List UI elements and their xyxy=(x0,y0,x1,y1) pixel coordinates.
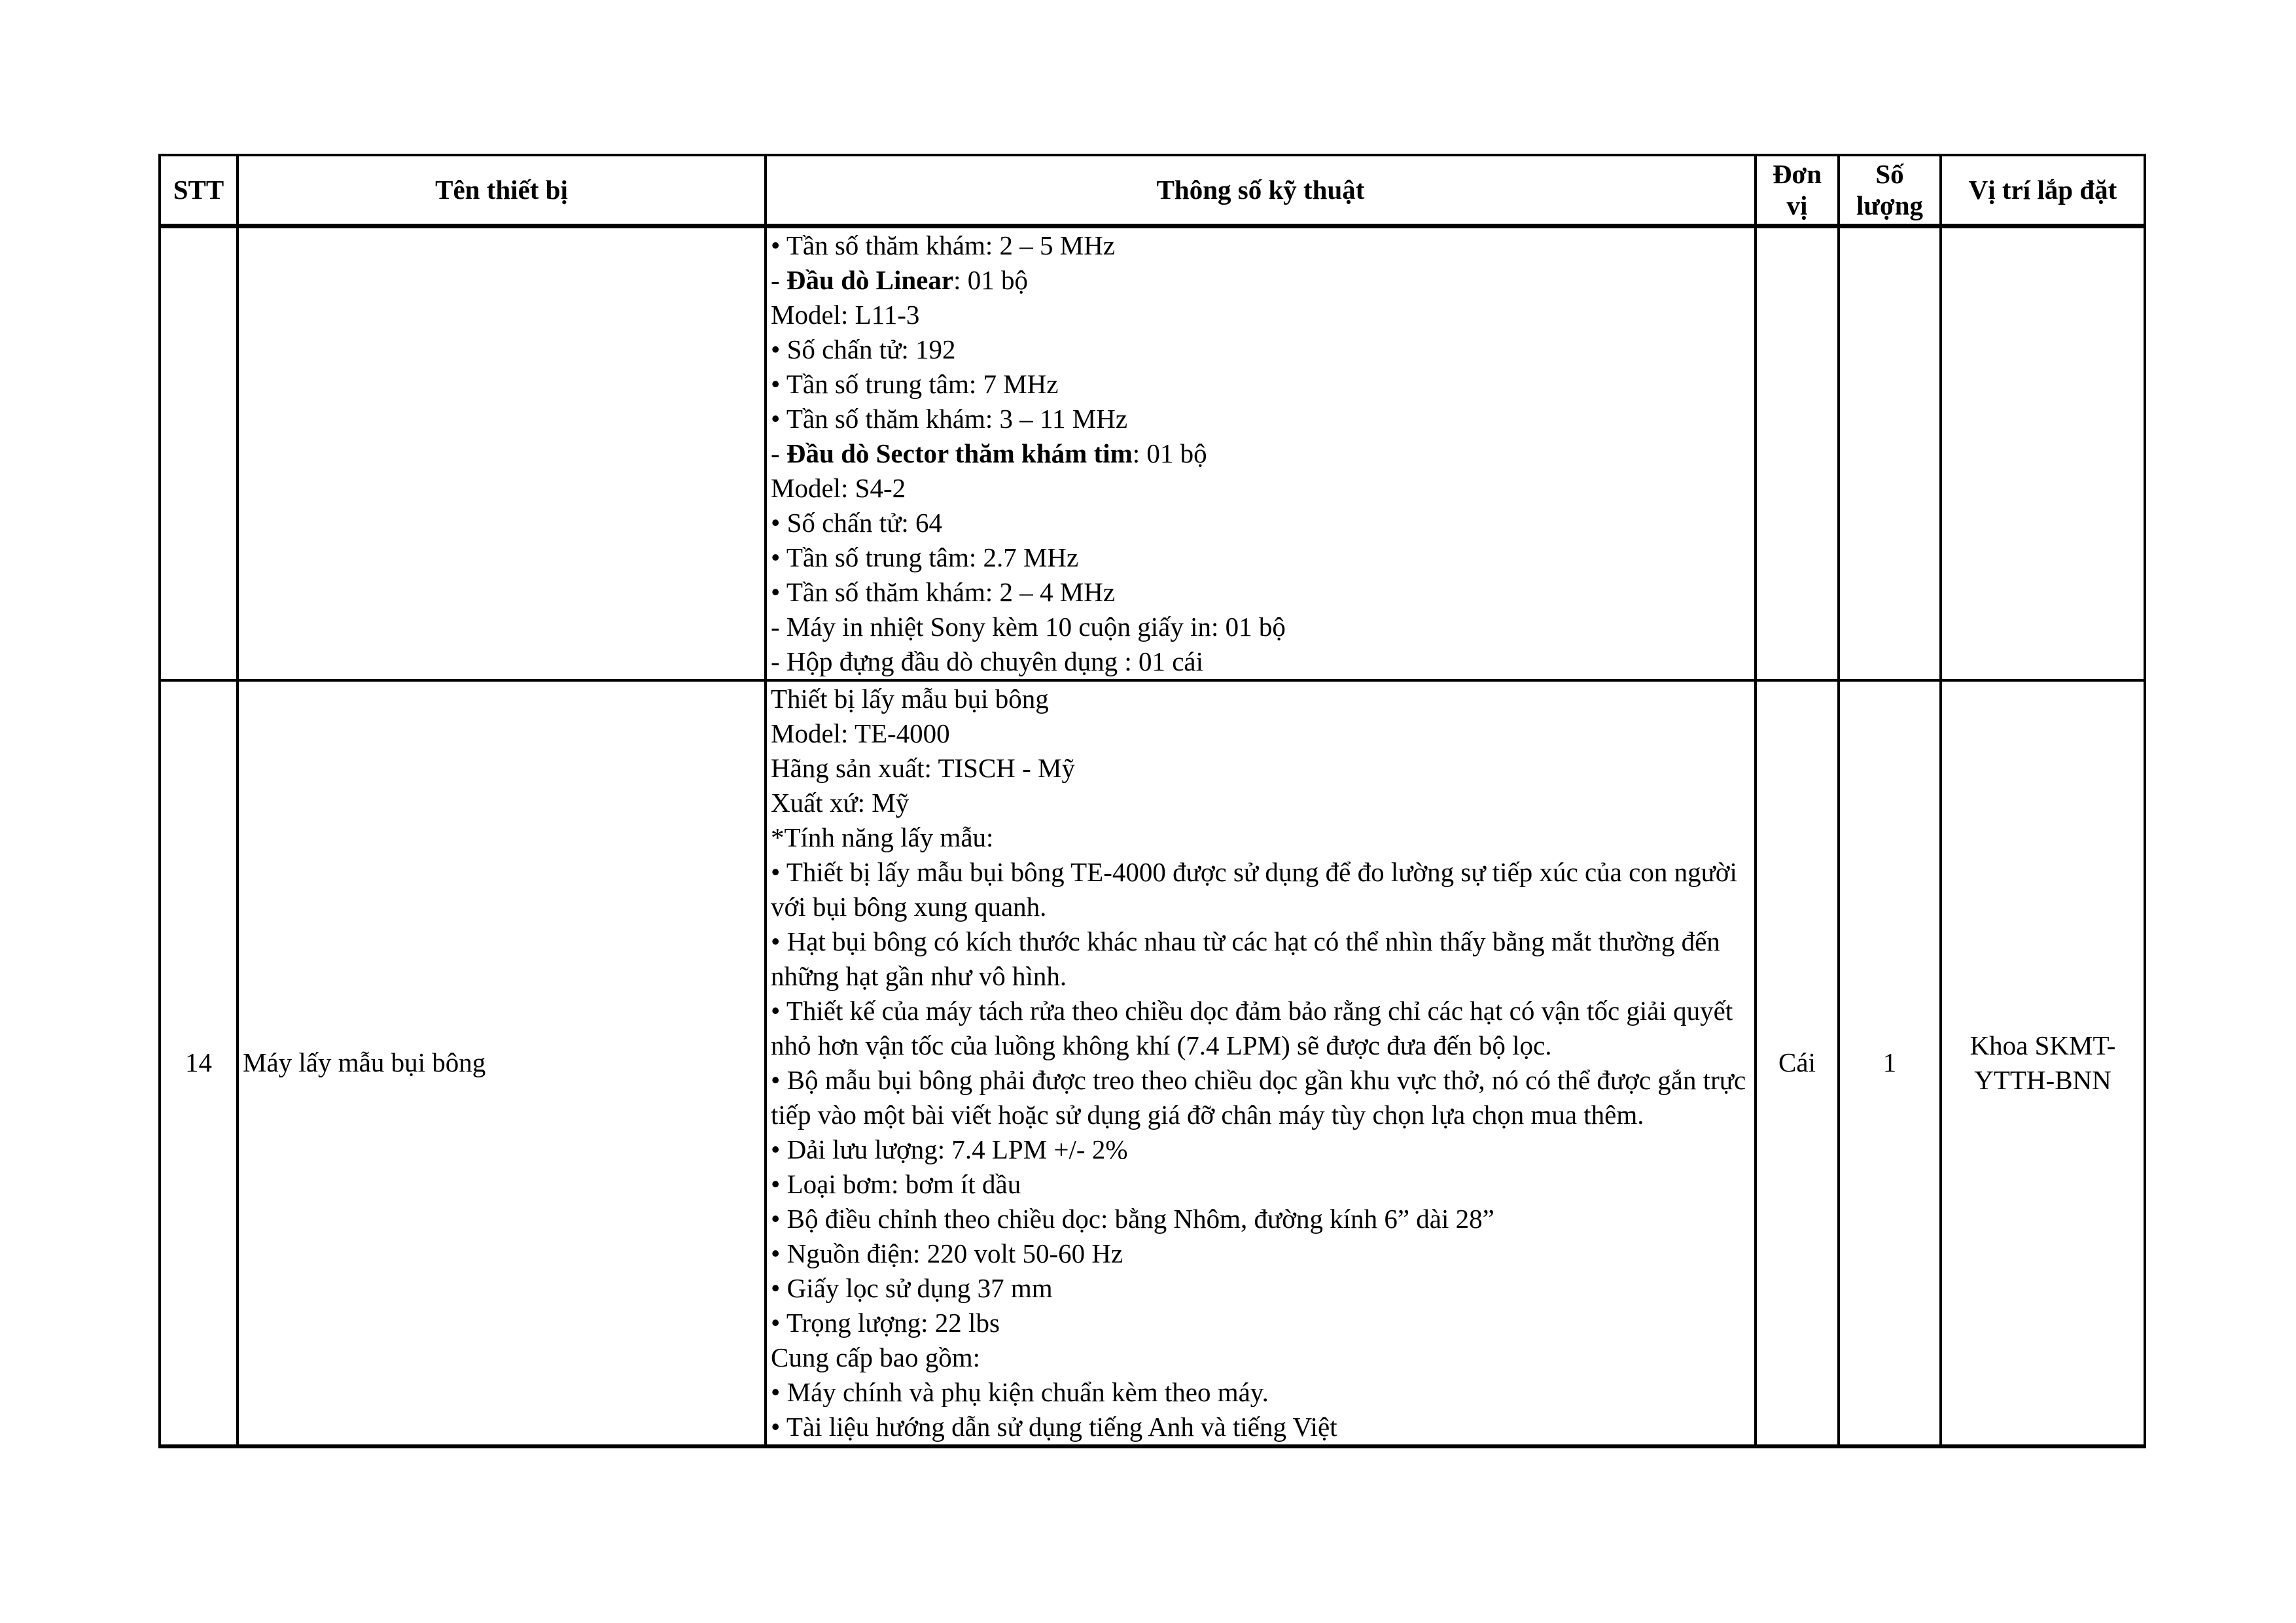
spec-line: - Máy in nhiệt Sony kèm 10 cuộn giấy in: 01 bộ xyxy=(771,611,1286,642)
header-row xyxy=(160,155,2145,226)
cell-vi-tri: Khoa SKMT-YTTH-BNN xyxy=(1941,680,2145,1446)
spec-line: • Trọng lượng: 22 lbs xyxy=(771,1307,1000,1338)
header-don-vi: Đơn vị xyxy=(1756,155,1839,226)
spec-line: Thiết bị lấy mẫu bụi bông xyxy=(771,683,1049,714)
spec-list xyxy=(771,682,1750,1444)
cell-so-luong: 1 xyxy=(1839,680,1941,1446)
spec-line: • Dải lưu lượng: 7.4 LPM +/- 2% xyxy=(771,1134,1128,1164)
cell-so-luong xyxy=(1839,226,1941,680)
header-so-luong: Số lượng xyxy=(1839,155,1941,226)
cell-stt xyxy=(160,226,238,680)
spec-line: - Đầu dò Linear: 01 bộ xyxy=(771,264,1028,295)
spec-list xyxy=(771,228,1750,679)
cell-don-vi xyxy=(1756,226,1839,680)
spec-line: • Tần số thăm khám: 3 – 11 MHz xyxy=(771,403,1128,434)
spec-line: Cung cấp bao gồm: xyxy=(771,1342,980,1372)
spec-line: • Thiết kế của máy tách rửa theo chiều dọc đảm bảo rằng chỉ các hạt có vận tốc giải quyết nhỏ hơn vận tốc của luồng không khí (7.4 LPM) sẽ được đưa đến bộ lọc. xyxy=(771,995,1733,1060)
cell-ten-thiet-bi xyxy=(238,226,766,680)
spec-line: • Bộ mẫu bụi bông phải được treo theo chiều dọc gần khu vực thở, nó có thể được gắn trực tiếp vào một bài viết hoặc sử dụng giá đỡ chân máy tùy chọn lựa chọn mua thêm. xyxy=(771,1064,1746,1130)
spec-line: Model: L11-3 xyxy=(771,299,920,330)
spec-line: • Số chấn tử: 192 xyxy=(771,334,956,364)
spec-line: • Hạt bụi bông có kích thước khác nhau từ các hạt có thể nhìn thấy bằng mắt thường đến những hạt gần như vô hình. xyxy=(771,926,1720,991)
spec-line: • Nguồn điện: 220 volt 50-60 Hz xyxy=(771,1238,1123,1268)
spec-line: Xuất xứ: Mỹ xyxy=(771,787,910,818)
cell-stt: 14 xyxy=(160,680,238,1446)
spec-line: - Đầu dò Sector thăm khám tim: 01 bộ xyxy=(771,438,1207,468)
spec-line: • Giấy lọc sử dụng 37 mm xyxy=(771,1272,1053,1303)
spec-line: *Tính năng lấy mẫu: xyxy=(771,822,994,852)
spec-line: • Tần số thăm khám: 2 – 4 MHz xyxy=(771,576,1116,607)
cell-thong-so xyxy=(766,680,1756,1446)
spec-line: • Tần số trung tâm: 7 MHz xyxy=(771,368,1059,399)
equipment-spec-table xyxy=(158,154,2146,1448)
header-ten-thiet-bi: Tên thiết bị xyxy=(238,155,766,226)
cell-vi-tri xyxy=(1941,226,2145,680)
table-row xyxy=(160,680,2145,1446)
spec-line: • Tần số thăm khám: 2 – 5 MHz xyxy=(771,230,1116,260)
spec-line: • Máy chính và phụ kiện chuẩn kèm theo máy. xyxy=(771,1376,1269,1407)
spec-line: • Số chấn tử: 64 xyxy=(771,507,943,538)
spec-line: • Bộ điều chỉnh theo chiều dọc: bằng Nhôm, đường kính 6” dài 28” xyxy=(771,1203,1494,1234)
spec-line: • Thiết bị lấy mẫu bụi bông TE-4000 được sử dụng để đo lường sự tiếp xúc của con người với bụi bông xung quanh. xyxy=(771,856,1737,922)
spec-line: • Tần số trung tâm: 2.7 MHz xyxy=(771,542,1079,572)
spec-line: - Hộp đựng đầu dò chuyên dụng : 01 cái xyxy=(771,646,1204,676)
cell-don-vi: Cái xyxy=(1756,680,1839,1446)
header-thong-so-ky-thuat: Thông số kỹ thuật xyxy=(766,155,1756,226)
spec-line: • Loại bơm: bơm ít dầu xyxy=(771,1168,1021,1199)
spec-line: • Tài liệu hướng dẫn sử dụng tiếng Anh và tiếng Việt xyxy=(771,1411,1337,1442)
header-stt: STT xyxy=(160,155,238,226)
cell-thong-so xyxy=(766,226,1756,680)
header-vi-tri-lap-dat: Vị trí lắp đặt xyxy=(1941,155,2145,226)
spec-line: Model: S4-2 xyxy=(771,472,906,503)
cell-ten-thiet-bi: Máy lấy mẫu bụi bông xyxy=(238,680,766,1446)
spec-line: Hãng sản xuất: TISCH - Mỹ xyxy=(771,752,1076,783)
spec-line: Model: TE-4000 xyxy=(771,718,950,748)
table-row xyxy=(160,226,2145,680)
